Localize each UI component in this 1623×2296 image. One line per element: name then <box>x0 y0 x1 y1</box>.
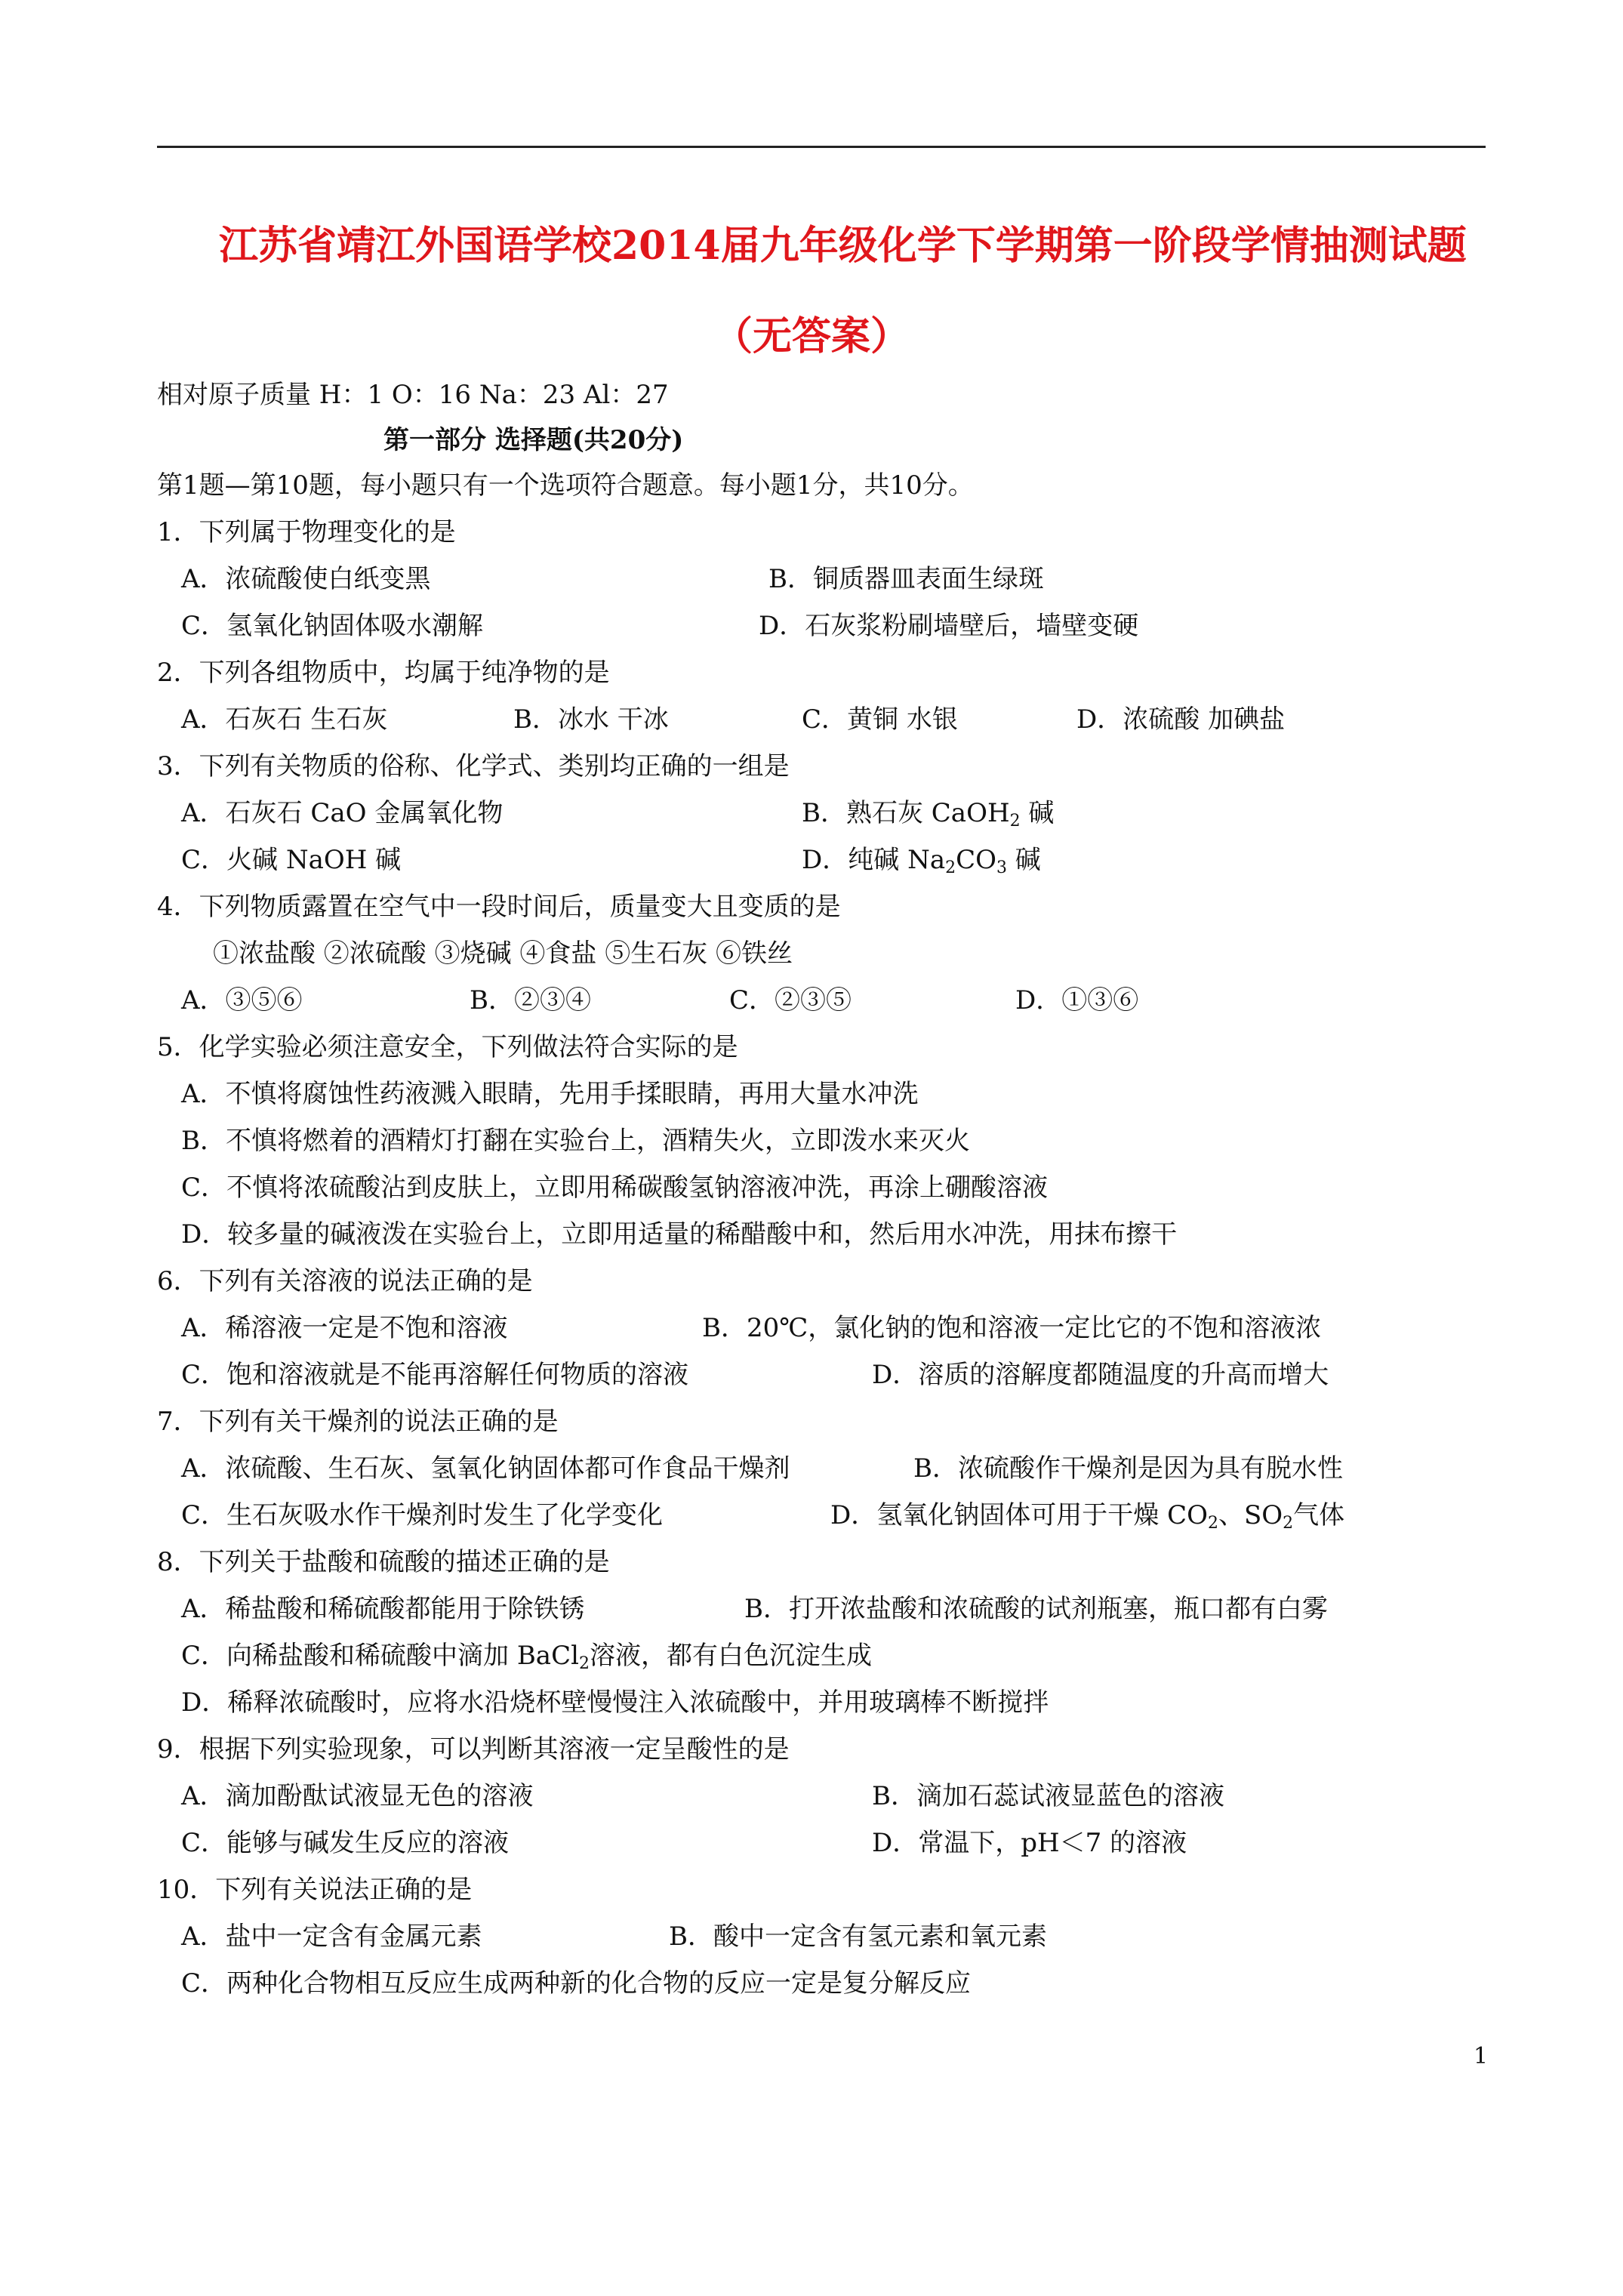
header-rule <box>157 146 1486 148</box>
option-b: B．不慎将燃着的酒精灯打翻在实验台上，酒精失火，立即泼水来灭火 <box>181 1126 970 1156</box>
option-a: A．石灰石 生石灰 <box>181 704 388 735</box>
section-instruction: 第1题—第10题，每小题只有一个选项符合题意。每小题1分，共10分。 <box>157 470 974 501</box>
page-number: 1 <box>1474 2043 1489 2069</box>
option-c: C．火碱 NaOH 碱 <box>181 845 402 875</box>
subscript: 2 <box>1207 1514 1218 1533</box>
option-d: D．常温下，pH＜7 的溶液 <box>872 1828 1187 1858</box>
option-d: D．石灰浆粉刷墙壁后，墙壁变硬 <box>759 611 1139 641</box>
option-c: C．不慎将浓硫酸沾到皮肤上，立即用稀碳酸氢钠溶液冲洗，再涂上硼酸溶液 <box>181 1173 1049 1203</box>
option-d <box>802 845 1041 878</box>
option-a: A．浓硫酸使白纸变黑 <box>181 564 431 594</box>
option-d: D．浓硫酸 加碘盐 <box>1076 704 1286 735</box>
question-stem: 2．下列各组物质中，均属于纯净物的是 <box>157 658 610 688</box>
option-c: C．饱和溶液就是不能再溶解任何物质的溶液 <box>181 1360 689 1390</box>
question-stem: 4．下列物质露置在空气中一段时间后，质量变大且变质的是 <box>157 892 841 922</box>
option-c: C．能够与碱发生反应的溶液 <box>181 1828 510 1858</box>
option-a: A．稀溶液一定是不饱和溶液 <box>181 1313 508 1343</box>
question-stem: 6．下列有关溶液的说法正确的是 <box>157 1266 533 1296</box>
section-title: 第一部分 选择题(共20分) <box>383 425 684 455</box>
option-b-tail: 碱 <box>1020 798 1055 828</box>
option-d: D．稀释浓硫酸时，应将水沿烧杯壁慢慢注入浓硫酸中，并用玻璃棒不断搅拌 <box>181 1687 1049 1718</box>
option-d: D．溶质的溶解度都随温度的升高而增大 <box>872 1360 1329 1390</box>
atomic-mass-line: 相对原子质量 H：1 O：16 Na：23 Al：27 <box>157 380 669 410</box>
option-a: A．③⑤⑥ <box>181 985 303 1015</box>
option-b: B．铜质器皿表面生绿斑 <box>768 564 1044 594</box>
question-stem: 8．下列关于盐酸和硫酸的描述正确的是 <box>157 1547 610 1577</box>
option-c: C．生石灰吸水作干燥剂时发生了化学变化 <box>181 1500 664 1530</box>
question-stem: 9．根据下列实验现象，可以判断其溶液一定呈酸性的是 <box>157 1734 790 1764</box>
subscript: 2 <box>578 1654 590 1673</box>
option-b <box>802 798 1054 831</box>
option-a: A．盐中一定含有金属元素 <box>181 1922 482 1952</box>
option-c: C．两种化合物相互反应生成两种新的化合物的反应一定是复分解反应 <box>181 1968 972 1999</box>
option-a: A．石灰石 CaO 金属氧化物 <box>181 798 504 828</box>
subscript: 2 <box>1283 1514 1294 1533</box>
option-b: B．冰水 干冰 <box>513 704 669 735</box>
question-stem: 3．下列有关物质的俗称、化学式、类别均正确的一组是 <box>157 751 790 781</box>
option-b: B．②③④ <box>470 985 591 1015</box>
option-d-text: D．氢氧化钠固体可用于干燥 CO <box>830 1500 1208 1530</box>
option-a: A．滴加酚酞试液显无色的溶液 <box>181 1781 534 1811</box>
option-b: B．20℃，氯化钠的饱和溶液一定比它的不饱和溶液浓 <box>702 1313 1322 1343</box>
question-stem: 10．下列有关说法正确的是 <box>157 1875 473 1905</box>
subscript: 3 <box>996 858 1007 877</box>
question-stem: 5．化学实验必须注意安全，下列做法符合实际的是 <box>157 1032 738 1062</box>
option-a: A．不慎将腐蚀性药液溅入眼睛，先用手揉眼睛，再用大量水冲洗 <box>181 1079 919 1109</box>
option-a: A．浓硫酸、生石灰、氢氧化钠固体都可作食品干燥剂 <box>181 1453 790 1484</box>
option-b-text: B．熟石灰 CaOH <box>802 798 1010 828</box>
subscript: 2 <box>1009 812 1021 831</box>
option-b: B．滴加石蕊试液显蓝色的溶液 <box>872 1781 1224 1811</box>
option-d-mid: 、SO <box>1218 1500 1283 1530</box>
option-c-tail: 溶液，都有白色沉淀生成 <box>589 1641 872 1671</box>
page-subtitle: （无答案） <box>713 313 910 359</box>
subscript: 2 <box>945 858 956 877</box>
option-c: C．②③⑤ <box>729 985 852 1015</box>
option-d <box>830 1500 1344 1533</box>
option-b: B．酸中一定含有氢元素和氧元素 <box>669 1922 1047 1952</box>
option-b: B．浓硫酸作干燥剂是因为具有脱水性 <box>913 1453 1343 1484</box>
option-d-tail: 碱 <box>1006 845 1041 875</box>
question-stem: 1．下列属于物理变化的是 <box>157 517 456 547</box>
question-items: ①浓盐酸 ②浓硫酸 ③烧碱 ④食盐 ⑤生石灰 ⑥铁丝 <box>213 938 793 969</box>
option-c-text: C．向稀盐酸和稀硫酸中滴加 BaCl <box>181 1641 579 1671</box>
option-d-text: D．纯碱 Na <box>802 845 946 875</box>
option-a: A．稀盐酸和稀硫酸都能用于除铁锈 <box>181 1594 585 1624</box>
option-d-mid: CO <box>956 845 996 875</box>
option-d: D．①③⑥ <box>1015 985 1139 1015</box>
option-d-tail: 气体 <box>1293 1500 1345 1530</box>
option-c: C．黄铜 水银 <box>802 704 958 735</box>
question-stem: 7．下列有关干燥剂的说法正确的是 <box>157 1407 559 1437</box>
option-d: D．较多量的碱液泼在实验台上，立即用适量的稀醋酸中和，然后用水冲洗，用抹布擦干 <box>181 1219 1178 1250</box>
option-c <box>181 1641 872 1674</box>
page-title: 江苏省靖江外国语学校2014届九年级化学下学期第一阶段学情抽测试题 <box>219 223 1467 269</box>
option-c: C．氢氧化钠固体吸水潮解 <box>181 611 484 641</box>
option-b: B．打开浓盐酸和浓硫酸的试剂瓶塞，瓶口都有白雾 <box>744 1594 1328 1624</box>
